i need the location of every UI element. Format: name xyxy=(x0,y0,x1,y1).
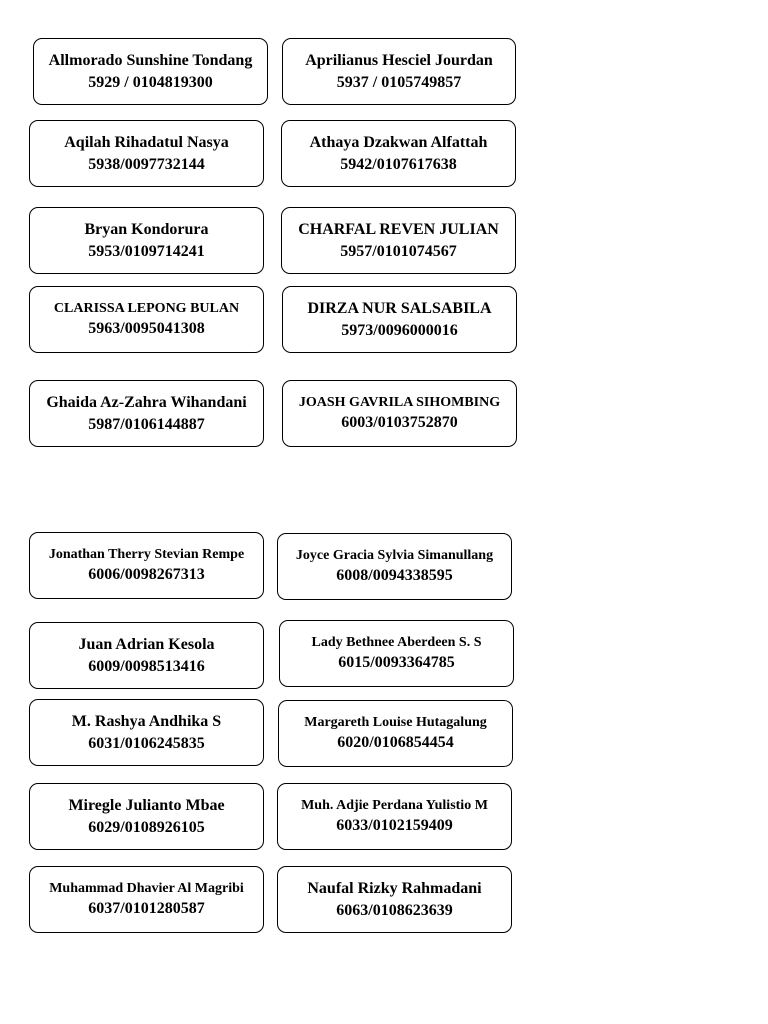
student-name: Juan Adrian Kesola xyxy=(78,636,215,654)
student-name: Lady Bethnee Aberdeen S. S xyxy=(311,634,482,650)
student-number: 6003/0103752870 xyxy=(341,414,458,432)
name-label xyxy=(29,207,264,274)
name-label xyxy=(281,120,516,187)
student-number: 6033/0102159409 xyxy=(336,817,453,835)
name-label xyxy=(29,286,264,353)
student-name: CHARFAL REVEN JULIAN xyxy=(298,221,499,239)
student-name: M. Rashya Andhika S xyxy=(71,713,222,731)
name-label xyxy=(29,120,264,187)
student-number: 6009/0098513416 xyxy=(88,657,205,675)
student-number: 5987/0106144887 xyxy=(88,415,205,433)
student-name: Miregle Julianto Mbae xyxy=(68,797,225,815)
student-number: 6020/0106854454 xyxy=(337,734,454,752)
student-name: Aqilah Rihadatul Nasya xyxy=(64,134,229,152)
student-name: Athaya Dzakwan Alfattah xyxy=(309,134,488,152)
student-number: 5929 / 0104819300 xyxy=(88,73,213,91)
student-number: 5957/0101074567 xyxy=(340,242,457,260)
student-name: DIRZA NUR SALSABILA xyxy=(307,300,492,318)
student-number: 5938/0097732144 xyxy=(88,155,205,173)
student-name: Muh. Adjie Perdana Yulistio M xyxy=(301,797,488,813)
name-label xyxy=(29,532,264,599)
student-name: Jonathan Therry Stevian Rempe xyxy=(48,546,245,562)
name-label xyxy=(29,783,264,850)
name-label xyxy=(277,533,512,600)
student-name: Joyce Gracia Sylvia Simanullang xyxy=(295,547,494,563)
name-label xyxy=(29,699,264,766)
student-number: 6029/0108926105 xyxy=(88,818,205,836)
student-name: Muhammad Dhavier Al Magribi xyxy=(49,880,244,896)
student-number: 5973/0096000016 xyxy=(341,321,458,339)
name-label xyxy=(282,38,516,105)
student-name: Aprilianus Hesciel Jourdan xyxy=(305,52,493,70)
name-label xyxy=(29,866,264,933)
name-label xyxy=(33,38,268,105)
student-name: JOASH GAVRILA SIHOMBING xyxy=(298,394,501,410)
name-label xyxy=(277,783,512,850)
student-name: Bryan Kondorura xyxy=(84,221,209,239)
student-number: 5942/0107617638 xyxy=(340,155,457,173)
student-name: Ghaida Az-Zahra Wihandani xyxy=(46,394,247,412)
name-label xyxy=(29,380,264,447)
student-number: 5937 / 0105749857 xyxy=(336,73,462,91)
student-name: Naufal Rizky Rahmadani xyxy=(307,880,482,898)
student-name: Margareth Louise Hutagalung xyxy=(304,714,487,730)
student-number: 5953/0109714241 xyxy=(88,242,205,260)
name-label xyxy=(279,620,514,687)
student-number: 6031/0106245835 xyxy=(88,734,205,752)
name-label xyxy=(278,700,513,767)
student-number: 6008/0094338595 xyxy=(336,567,453,585)
name-label xyxy=(281,207,516,274)
student-number: 6063/0108623639 xyxy=(336,901,453,919)
student-number: 6006/0098267313 xyxy=(88,566,205,584)
student-number: 5963/0095041308 xyxy=(88,320,205,338)
name-label xyxy=(282,286,517,353)
student-number: 6037/0101280587 xyxy=(88,900,205,918)
student-name: CLARISSA LEPONG BULAN xyxy=(53,300,240,316)
name-label xyxy=(29,622,264,689)
student-name: Allmorado Sunshine Tondang xyxy=(48,52,253,70)
name-label xyxy=(277,866,512,933)
name-label xyxy=(282,380,517,447)
student-number: 6015/0093364785 xyxy=(338,654,455,672)
